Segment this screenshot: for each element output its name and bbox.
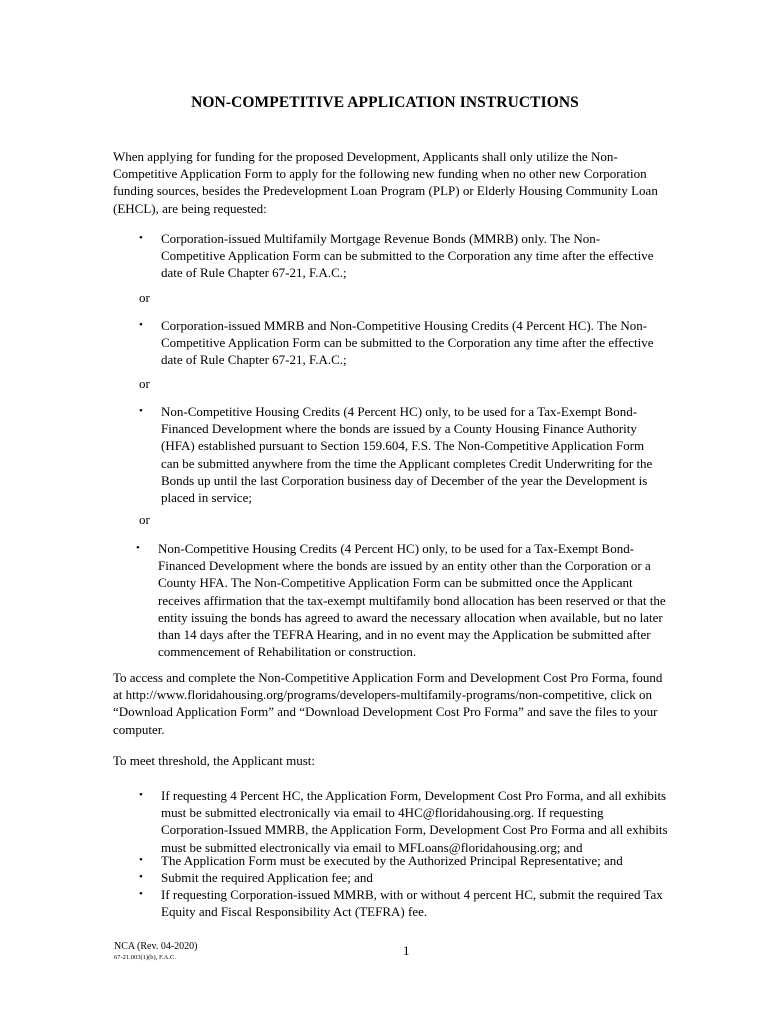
- access-line: To access and complete the Non-Competitive Application Form and Development Cost Pro Forma, found: [113, 670, 663, 685]
- bullet-icon: •: [139, 319, 143, 331]
- page-title: NON-COMPETITIVE APPLICATION INSTRUCTIONS: [191, 94, 579, 111]
- option-line: receives affirmation that the tax-exempt multifamily bond allocation has been reserved or that the: [158, 592, 666, 608]
- option-text: [161, 317, 701, 369]
- threshold-text: [161, 787, 701, 856]
- option-text: [158, 540, 698, 660]
- threshold-intro: [113, 752, 701, 769]
- option-line: (HFA) established pursuant to Section 159.604, F.S. The Non-Competitive Application Form: [161, 438, 645, 454]
- footer-revision-block: [114, 941, 198, 962]
- bullet-icon: •: [139, 871, 143, 883]
- access-line: “Download Application Form” and “Download Development Cost Pro Forma” and save the files to your: [113, 704, 658, 720]
- option-line: County HFA. The Non-Competitive Application Form can be submitted once the Applicant: [158, 575, 633, 591]
- option-line: Non-Competitive Housing Credits (4 Percent HC) only, to be used for a Tax-Exempt Bond-: [158, 541, 635, 556]
- threshold-line: must be submitted electronically via email to MFLoans@floridahousing.org; and: [161, 839, 583, 855]
- option-line: date of Rule Chapter 67-21, F.A.C.;: [161, 352, 347, 368]
- option-line: Corporation-issued Multifamily Mortgage Revenue Bonds (MMRB) only. The Non-: [161, 231, 601, 246]
- access-paragraph: [113, 669, 701, 738]
- option-line: commencement of Rehabilitation or construction.: [158, 644, 417, 660]
- intro-line: Competitive Application Form to apply for the following new funding when no other new Corporation: [113, 166, 647, 182]
- option-line: can be submitted anywhere from the time the Applicant completes Credit Underwriting for the: [161, 455, 653, 471]
- threshold-text: [161, 852, 701, 869]
- option-line: Bonds up until the last Corporation business day of December of the year the Development is: [161, 472, 648, 488]
- threshold-intro-line: To meet threshold, the Applicant must:: [113, 753, 316, 768]
- threshold-line: must be submitted electronically via email to 4HC@floridahousing.org. If requesting: [161, 805, 604, 821]
- bullet-icon: •: [139, 789, 143, 801]
- or-separator: or: [139, 290, 150, 305]
- option-line: date of Rule Chapter 67-21, F.A.C.;: [161, 265, 347, 281]
- bullet-icon: •: [139, 888, 143, 900]
- bullet-icon: •: [139, 232, 143, 244]
- option-line: Financed Development where the bonds are issued by a County Housing Finance Authority: [161, 421, 637, 437]
- bullet-icon: •: [136, 542, 140, 554]
- bullet-icon: •: [139, 405, 143, 417]
- threshold-line: If requesting Corporation-issued MMRB, with or without 4 percent HC, submit the required Tax: [161, 887, 663, 902]
- option-line: than 14 days after the TEFRA Hearing, and in no event may the Application be submitted after: [158, 627, 651, 643]
- bullet-icon: •: [139, 854, 143, 866]
- threshold-line: If requesting 4 Percent HC, the Application Form, Development Cost Pro Forma, and all exhibits: [161, 788, 667, 803]
- option-line: placed in service;: [161, 490, 252, 506]
- intro-line: (EHCL), are being requested:: [113, 200, 267, 216]
- threshold-line: Submit the required Application fee; and: [161, 870, 373, 885]
- option-line: Competitive Application Form can be submitted to the Corporation any time after the effective: [161, 335, 654, 351]
- threshold-line: The Application Form must be executed by the Authorized Principal Representative; and: [161, 853, 623, 868]
- option-line: Competitive Application Form can be submitted to the Corporation any time after the effective: [161, 248, 654, 264]
- threshold-text: [161, 886, 701, 920]
- option-line: Financed Development where the bonds are issued by an entity other than the Corporation or a: [158, 558, 651, 574]
- option-line: entity issuing the bonds has agreed to award the necessary allocation when available, but no later: [158, 609, 663, 625]
- or-separator: or: [139, 512, 150, 527]
- access-line: computer.: [113, 721, 165, 737]
- page-number: 1: [403, 943, 410, 958]
- rule-citation: 67-21.003(1)(b), F.A.C.: [114, 954, 176, 961]
- threshold-line: Equity and Fiscal Responsibility Act (TEFRA) fee.: [161, 904, 428, 920]
- option-line: Corporation-issued MMRB and Non-Competitive Housing Credits (4 Percent HC). The Non-: [161, 318, 648, 333]
- intro-line: When applying for funding for the proposed Development, Applicants shall only utilize the Non-: [113, 149, 618, 164]
- threshold-line: Corporation-Issued MMRB, the Application Form, Development Cost Pro Forma and all exhibits: [161, 822, 668, 838]
- option-line: Non-Competitive Housing Credits (4 Percent HC) only, to be used for a Tax-Exempt Bond-: [161, 404, 638, 419]
- option-text: [161, 230, 701, 282]
- intro-paragraph: [113, 148, 701, 217]
- intro-line: funding sources, besides the Predevelopment Loan Program (PLP) or Elderly Housing Community Loan: [113, 183, 658, 199]
- form-revision: NCA (Rev. 04-2020): [114, 941, 198, 952]
- or-separator: or: [139, 376, 150, 391]
- option-text: [161, 403, 701, 506]
- threshold-text: [161, 869, 701, 886]
- access-line: at http://www.floridahousing.org/programs/developers-multifamily-programs/non-competitive, click on: [113, 687, 653, 703]
